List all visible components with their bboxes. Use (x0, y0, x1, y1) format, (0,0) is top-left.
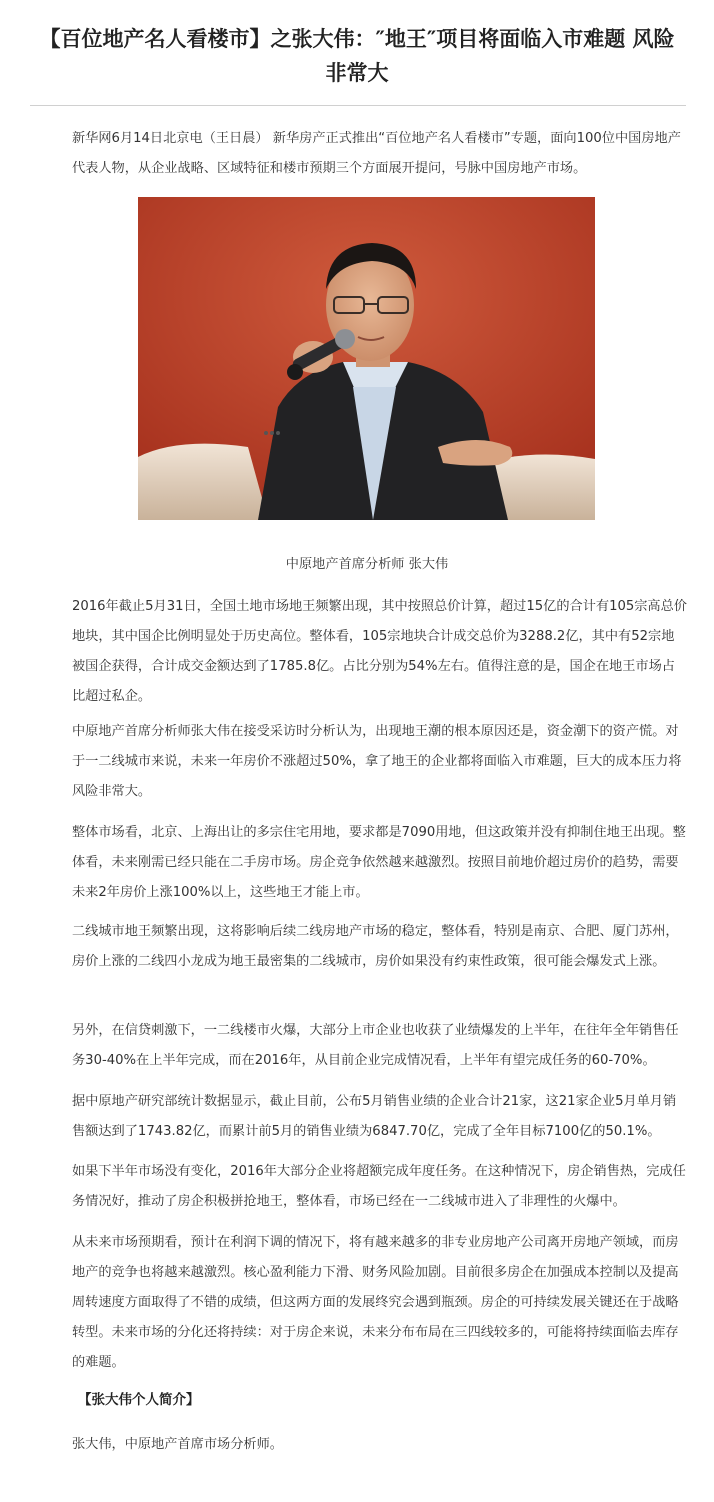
title-divider (30, 105, 686, 106)
bio-heading: 【张大伟个人简介】 (78, 1392, 200, 1408)
article-intro: 新华网6月14日北京电（王日晨） 新华房产正式推出“百位地产名人看楼市”专题，面向100位中国房地产代表人物，从企业战略、区域特征和楼市预期三个方面展开提问，号脉中国房地产市场。 (72, 131, 681, 176)
paragraph-6: 据中原地产研究部统计数据显示，截止目前，公布5月销售业绩的企业合计21家，这21家企业5月单月销售额达到了1743.82亿，而累计前5月的销售业绩为6847.70亿，完成了全年目标7100亿的50.1%。 (72, 1094, 677, 1139)
photo-caption: 中原地产首席分析师 张大伟 (285, 557, 449, 572)
paragraph-8: 从未来市场预期看，预计在利润下调的情况下，将有越来越多的非专业房地产公司离开房地产领域，而房地产的竞争也将越来越激烈。核心盈利能力下滑、财务风险加剧。目前很多房企在加强成本控制以及提高周转速度方面取得了不错的成绩，但这两方面的发展终究会遇到瓶颈。房企的可持续发展关键还在于战略转型。未来市场的分化还将持续：对于房企来说，未来分布布局在三四线较多的，可能将持续面临去库存的难题。 (72, 1235, 679, 1370)
paragraph-3: 整体市场看，北京、上海出让的多宗住宅用地，要求都是7090用地，但这政策并没有抑制住地王出现。整体看，未来刚需已经只能在二手房市场。房企竞争依然越来越激烈。按照目前地价超过房价的趋势，需要未来2年房价上涨100%以上，这些地王才能上市。 (72, 825, 686, 900)
paragraph-1: 2016年截止5月31日，全国土地市场地王频繁出现，其中按照总价计算，超过15亿的合计有105宗高总价地块，其中国企比例明显处于历史高位。整体看，105宗地块合计成交总价为3288.2亿，其中有52宗地被国企获得，合计成交金额达到了1785.8亿。占比分别为54%左右。值得注意的是，国企在地王市场占比超过私企。 (72, 599, 687, 704)
portrait-photo (138, 197, 595, 520)
paragraph-5: 另外，在信贷刺激下，一二线楼市火爆，大部分上市企业也收获了业绩爆发的上半年，在往年全年销售任务30-40%在上半年完成，而在2016年，从目前企业完成情况看，上半年有望完成任务的60-70%。 (72, 1023, 679, 1068)
paragraph-2: 中原地产首席分析师张大伟在接受采访时分析认为，出现地王潮的根本原因还是，资金潮下的资产慌。对于一二线城市来说，未来一年房价不涨超过50%，拿了地王的企业都将面临入市难题，巨大的成本压力将风险非常大。 (72, 724, 682, 799)
paragraph-4: 二线城市地王频繁出现，这将影响后续二线房地产市场的稳定，整体看，特别是南京、合肥、厦门苏州，房价上涨的二线四小龙成为地王最密集的二线城市，房价如果没有约束性政策，很可能会爆发式上涨。 (72, 924, 679, 969)
paragraph-7: 如果下半年市场没有变化，2016年大部分企业将超额完成年度任务。在这种情况下，房企销售热，完成任务情况好，推动了房企积极拼抢地王，整体看，市场已经在一二线城市进入了非理性的火爆中。 (72, 1164, 686, 1209)
article-title: 【百位地产名人看楼市】之张大伟：″地王″项目将面临入市难题 风险非常大 (39, 26, 675, 85)
bio-text: 张大伟，中原地产首席市场分析师。 (72, 1437, 283, 1452)
